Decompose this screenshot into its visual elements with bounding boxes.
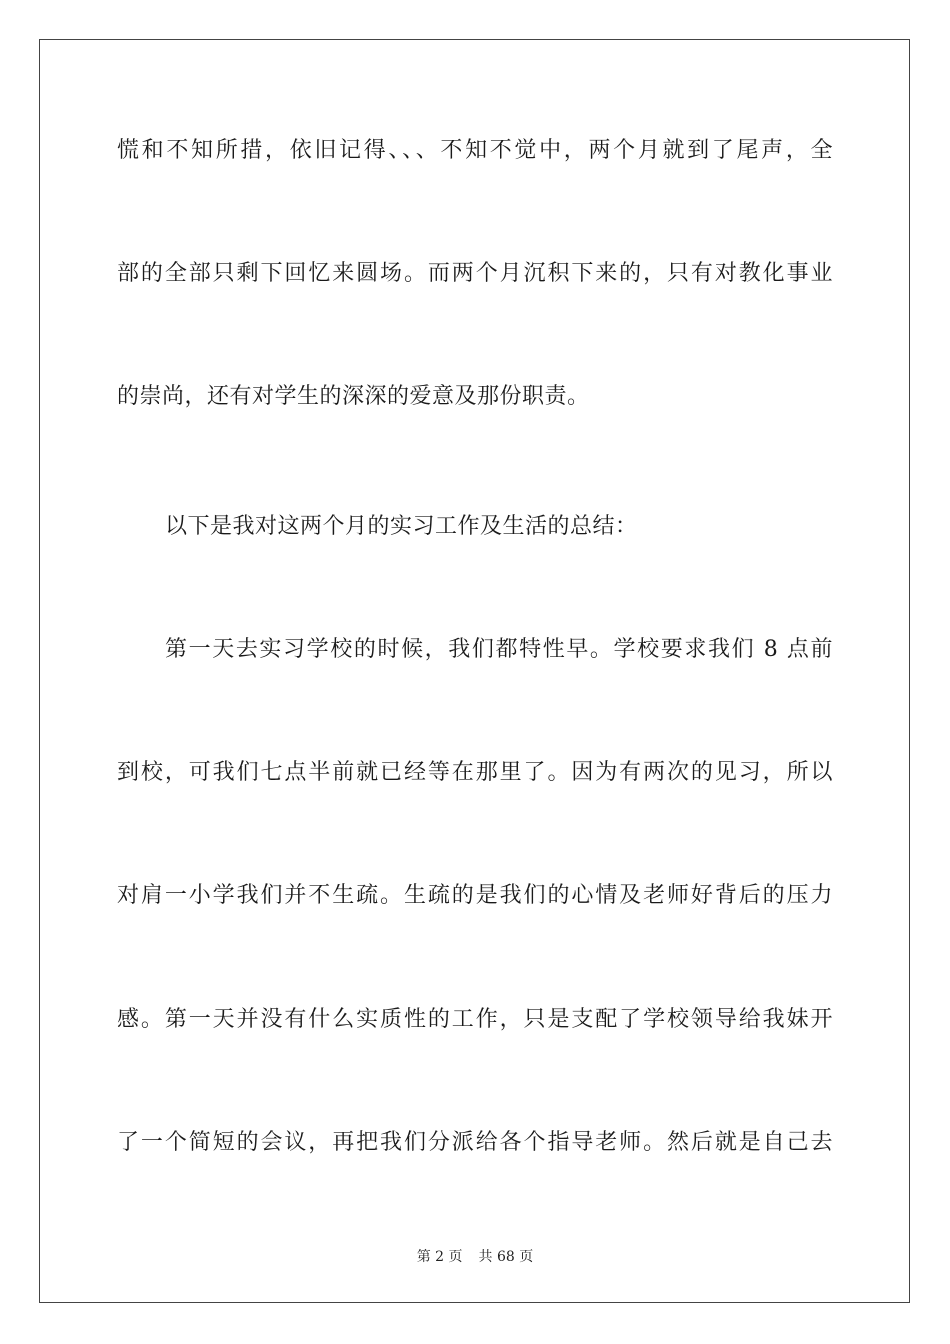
page-border xyxy=(39,39,910,1303)
body-line-2: 部的全部只剩下回忆来圆场。而两个月沉积下来的，只有对教化事业 xyxy=(117,261,833,286)
body-line-5: 第一天去实习学校的时候，我们都特性早。学校要求我们 8 点前 xyxy=(165,637,833,662)
body-line-9: 了一个简短的会议，再把我们分派给各个指导老师。然后就是自己去 xyxy=(117,1130,833,1155)
body-line-3: 的崇尚，还有对学生的深深的爱意及那份职责。 xyxy=(117,384,590,409)
body-line-4: 以下是我对这两个月的实习工作及生活的总结： xyxy=(165,514,638,539)
page-total: 共 68 页 xyxy=(478,1249,534,1265)
body-line-8: 感。第一天并没有什么实质性的工作，只是支配了学校领导给我妹开 xyxy=(117,1007,833,1032)
body-line-7: 对肩一小学我们并不生疏。生疏的是我们的心情及老师好背后的压力 xyxy=(117,883,833,908)
body-line-1: 慌和不知所措，依旧记得、、、不知不觉中，两个月就到了尾声，全 xyxy=(117,138,833,163)
body-line-6: 到校，可我们七点半前就已经等在那里了。因为有两次的见习，所以 xyxy=(117,760,833,785)
page-footer xyxy=(0,1246,950,1266)
page-number: 第 2 页 xyxy=(416,1249,463,1265)
